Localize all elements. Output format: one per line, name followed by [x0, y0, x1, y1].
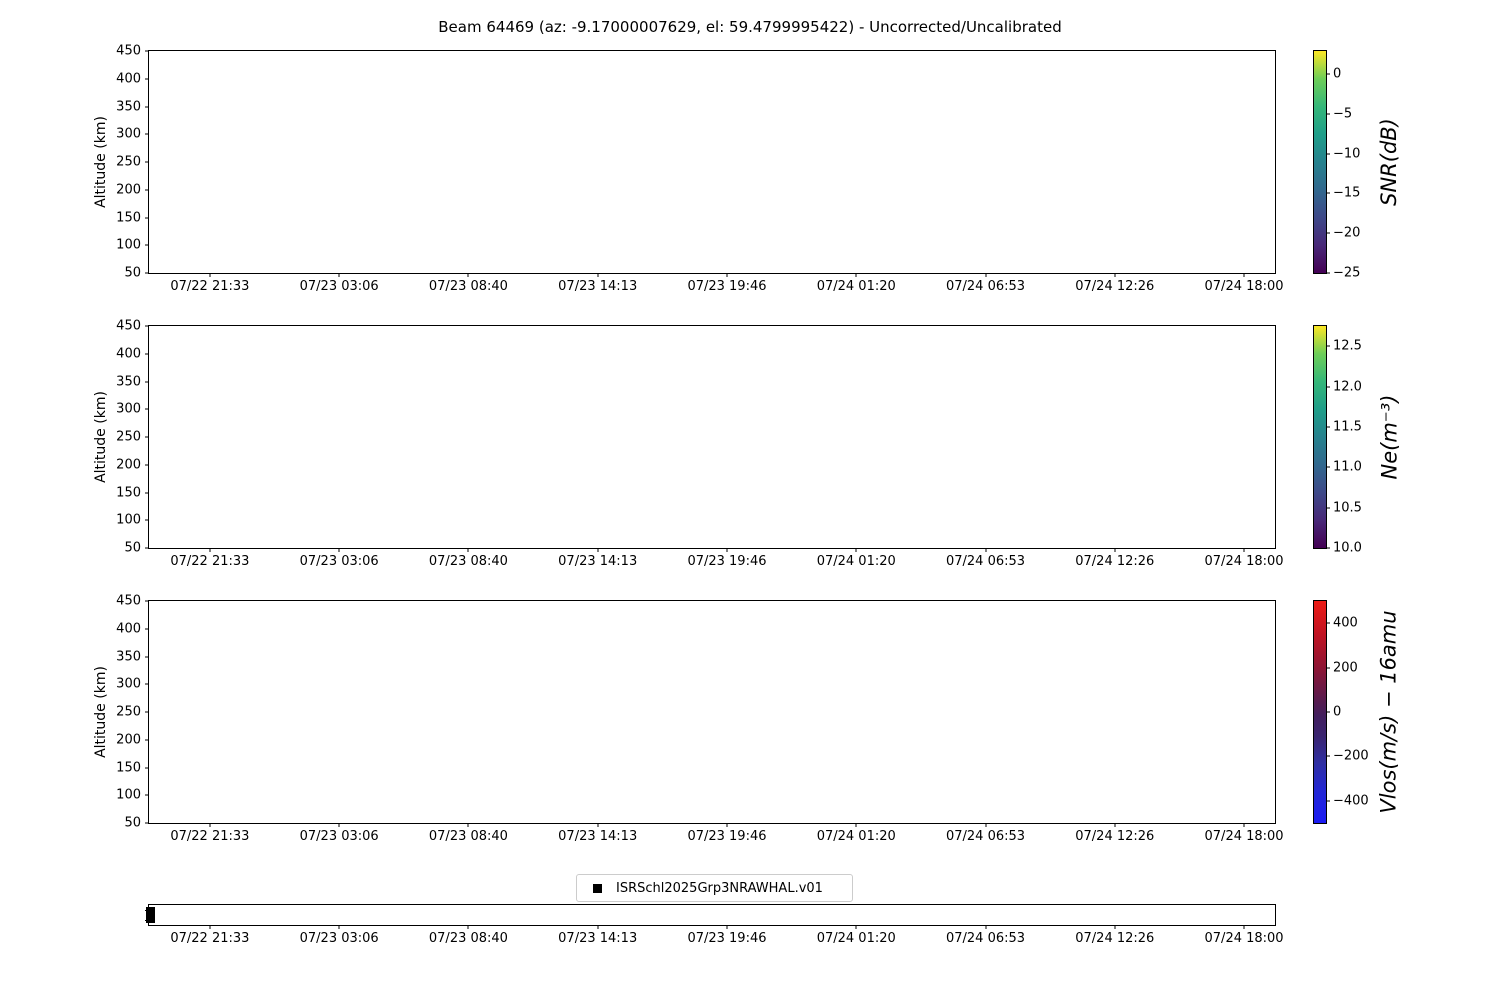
colorbar-tick-label: 12.5: [1333, 338, 1362, 354]
x-tick: [209, 273, 210, 277]
y-tick-label: 150: [116, 760, 141, 775]
snr-plot-area: [116, 43, 1284, 294]
x-tick: [597, 925, 598, 929]
colorbar-tick-label: 12.0: [1333, 379, 1362, 395]
y-tick-label: 200: [116, 182, 141, 198]
y-tick: [145, 712, 149, 713]
x-tick: [726, 273, 727, 277]
figure-title: Beam 64469 (az: -9.17000007629, el: 59.4799995422) - Uncorrected/Uncalibrated: [438, 18, 1062, 36]
x-tick-label: 07/24 12:26: [1075, 554, 1155, 569]
x-tick-label: 07/24 12:26: [1075, 829, 1155, 844]
y-tick: [145, 245, 149, 246]
y-tick-label: 150: [116, 485, 141, 500]
x-tick: [597, 273, 598, 277]
colorbar-tick: [1326, 426, 1330, 427]
x-tick-label: 07/24 01:20: [816, 279, 896, 294]
y-tick: [145, 520, 149, 521]
colorbar-tick-label: 400: [1333, 615, 1358, 631]
y-tick-label: 400: [116, 346, 141, 362]
colorbar-tick-label: 10.5: [1333, 500, 1362, 516]
colorbar-tick: [1326, 74, 1330, 75]
x-tick-label: 07/24 18:00: [1204, 279, 1284, 294]
y-tick-label: 250: [116, 154, 141, 170]
legend-label: ISRSchl2025Grp3NRAWHAL.v01: [616, 880, 823, 896]
colorbar-tick: [1326, 113, 1330, 114]
colorbar-tick-label: 11.5: [1333, 419, 1362, 435]
y-tick: [145, 273, 149, 274]
colorbar-tick-label: 0: [1333, 704, 1342, 720]
x-tick-label: 07/23 14:13: [558, 931, 638, 946]
x-tick-label: 07/23 03:06: [299, 829, 379, 844]
y-tick: [145, 189, 149, 190]
x-tick: [339, 823, 340, 827]
y-tick: [145, 795, 149, 796]
ne-plot-area: [116, 318, 1284, 569]
x-tick: [726, 823, 727, 827]
colorbar-tick-label: −15: [1333, 185, 1361, 201]
colorbar-tick: [1326, 800, 1330, 801]
y-tick: [145, 51, 149, 52]
y-tick: [145, 78, 149, 79]
y-tick-label: 400: [116, 71, 141, 87]
y-tick: [145, 409, 149, 410]
x-tick-label: 07/23 08:40: [428, 554, 508, 569]
y-tick: [145, 684, 149, 685]
x-tick: [597, 548, 598, 552]
y-tick: [145, 601, 149, 602]
x-tick: [1114, 548, 1115, 552]
y-tick: [145, 106, 149, 107]
y-tick-label: 300: [116, 401, 141, 417]
y-tick-label: 300: [116, 126, 141, 142]
x-tick: [985, 823, 986, 827]
x-tick-label: 07/22 21:33: [170, 554, 250, 569]
x-tick: [1244, 925, 1245, 929]
y-tick: [145, 739, 149, 740]
legend-square-marker-icon: [593, 884, 602, 893]
colorbar-tick: [1326, 273, 1330, 274]
y-tick-label: 200: [116, 732, 141, 748]
x-tick-label: 07/23 19:46: [687, 829, 767, 844]
y-tick-label: 450: [116, 43, 141, 59]
x-tick: [726, 548, 727, 552]
y-tick: [145, 217, 149, 218]
x-tick: [985, 925, 986, 929]
x-tick: [209, 548, 210, 552]
x-tick: [1244, 273, 1245, 277]
x-tick-label: 07/24 06:53: [945, 279, 1026, 294]
colorbar-tick: [1326, 712, 1330, 713]
legend: [576, 874, 853, 902]
colorbar-tick: [1326, 467, 1330, 468]
y-tick: [145, 823, 149, 824]
x-tick-label: 07/23 03:06: [299, 279, 379, 294]
colorbar-tick: [1326, 193, 1330, 194]
x-tick: [468, 548, 469, 552]
x-tick-label: 07/23 19:46: [687, 931, 767, 946]
x-tick-label: 07/23 14:13: [558, 554, 638, 569]
colorbar-tick: [1326, 548, 1330, 549]
x-tick-label: 07/24 12:26: [1075, 931, 1155, 946]
x-tick-label: 07/23 19:46: [687, 279, 767, 294]
y-tick-label: 100: [116, 512, 141, 528]
y-tick: [145, 767, 149, 768]
snr-colorbar: [1313, 50, 1361, 281]
colorbar-tick: [1326, 346, 1330, 347]
x-tick-label: 07/24 06:53: [945, 829, 1026, 844]
x-tick: [1244, 823, 1245, 827]
colorbar-tick: [1326, 756, 1330, 757]
colorbar-tick-label: 200: [1333, 660, 1358, 676]
y-tick: [145, 492, 149, 493]
rti-figure: Beam 64469 (az: -9.17000007629, el: 59.4799995422) - Uncorrected/Uncalibrated Altitude (km) Altitude (km) Altitude (km) 07/22 21:33 07/23 03:06 07/23 08:40 07/23 14:13 07/23 19:46 07/24 01:20 07/24 06:53 07/24 12:26 07/24 18:00 450 400 350 300 250 200 150 100 50 07/22 21:33 07/23 03:06 07/23 08:40 07/23 14:13 07/23 19:46 07/24 01:20 07/24 06:53 07/24 12:26 07/24 18:00 450 400 350 300 250 200 150 100 50 07/22 21:33 07/23 03:06 07/23 08:40 07/23 14:13 07/23 19:46 07/24 01:20 07/24 06:53 07/24 12:26 07/24 18:00 450 400 350 300 250 200 150 100 50 0 −5 −10 −15 −20 −25 12.5 12.0 11.5 11.0 10.5 10.0 400 200 0 −200 −400 SNR(dB) Ne(m⁻³) Vlos(m/s) − 16amu ISRSchl2025Grp3NRAWHAL.v01 07/22 21:33 07/23 03:06 07/23 08:40 07/23 14:13 07/23 19:46 07/24 01:20 07/24 06:53 07/24 12:26 07/24 18:00: [0, 0, 1500, 1000]
x-tick: [468, 823, 469, 827]
y-tick: [145, 326, 149, 327]
y-tick-label: 100: [116, 237, 141, 253]
x-tick-label: 07/24 01:20: [816, 829, 896, 844]
y-tick-label: 150: [116, 210, 141, 225]
x-tick-label: 07/24 18:00: [1204, 829, 1284, 844]
x-tick: [468, 273, 469, 277]
y-tick-label: 250: [116, 704, 141, 720]
y-tick: [145, 437, 149, 438]
colorbar-tick-label: 10.0: [1333, 540, 1362, 556]
x-tick-label: 07/24 01:20: [816, 554, 896, 569]
x-tick: [1114, 823, 1115, 827]
y-tick: [145, 464, 149, 465]
x-tick: [856, 548, 857, 552]
timeline-left-tick: [145, 910, 149, 911]
x-tick-label: 07/23 14:13: [558, 279, 638, 294]
y-tick-label: 350: [116, 374, 141, 389]
x-tick: [339, 548, 340, 552]
x-tick: [339, 925, 340, 929]
colorbar-tick: [1326, 233, 1330, 234]
colorbar-tick-label: −10: [1333, 146, 1361, 162]
colorbar-tick: [1326, 507, 1330, 508]
colorbar-tick-label: −20: [1333, 225, 1361, 241]
x-tick: [1244, 548, 1245, 552]
x-tick: [468, 925, 469, 929]
x-tick: [985, 548, 986, 552]
colorbar-tick-label: −400: [1333, 793, 1369, 809]
colorbar-tick: [1326, 667, 1330, 668]
x-tick: [1114, 273, 1115, 277]
y-tick-label: 350: [116, 649, 141, 664]
x-tick: [209, 823, 210, 827]
y-tick-label: 450: [116, 593, 141, 609]
x-tick-label: 07/24 18:00: [1204, 931, 1284, 946]
colorbar-tick-label: 11.0: [1333, 459, 1362, 475]
colorbar-tick: [1326, 623, 1330, 624]
y-tick-label: 100: [116, 787, 141, 803]
x-tick: [856, 925, 857, 929]
y-tick: [145, 381, 149, 382]
x-tick-label: 07/22 21:33: [170, 931, 250, 946]
x-tick-label: 07/23 08:40: [428, 931, 508, 946]
x-tick-label: 07/23 08:40: [428, 829, 508, 844]
y-tick-label: 250: [116, 429, 141, 445]
y-tick-label: 50: [124, 265, 141, 281]
timeline-bar: [148, 904, 1284, 946]
colorbar-tick: [1326, 386, 1330, 387]
x-tick: [209, 925, 210, 929]
y-tick-label: 400: [116, 621, 141, 637]
x-tick-label: 07/23 03:06: [299, 931, 379, 946]
y-tick: [145, 656, 149, 657]
y-tick: [145, 134, 149, 135]
y-tick-label: 200: [116, 457, 141, 473]
x-tick-label: 07/24 01:20: [816, 931, 896, 946]
timeline-left-tick: [145, 920, 149, 921]
vlos-plot-area: [116, 593, 1284, 844]
y-tick: [145, 162, 149, 163]
colorbar-tick: [1326, 153, 1330, 154]
colorbar-tick-label: −5: [1333, 106, 1353, 122]
x-tick-label: 07/24 06:53: [945, 931, 1026, 946]
x-tick: [597, 823, 598, 827]
x-tick: [856, 273, 857, 277]
ne-colorbar: [1313, 325, 1362, 556]
y-tick-label: 350: [116, 99, 141, 114]
y-tick: [145, 628, 149, 629]
colorbar-tick-label: 0: [1333, 66, 1342, 82]
y-tick-label: 450: [116, 318, 141, 334]
x-tick: [856, 823, 857, 827]
y-tick-label: 50: [124, 815, 141, 831]
x-tick-label: 07/22 21:33: [170, 279, 250, 294]
x-tick-label: 07/24 12:26: [1075, 279, 1155, 294]
x-tick-label: 07/23 19:46: [687, 554, 767, 569]
x-tick: [339, 273, 340, 277]
x-tick-label: 07/23 08:40: [428, 279, 508, 294]
x-tick: [985, 273, 986, 277]
x-tick-label: 07/23 14:13: [558, 829, 638, 844]
colorbar-tick-label: −25: [1333, 265, 1361, 281]
x-tick: [726, 925, 727, 929]
x-tick: [1114, 925, 1115, 929]
y-tick: [145, 353, 149, 354]
x-tick-label: 07/24 06:53: [945, 554, 1026, 569]
y-tick: [145, 548, 149, 549]
colorbar-tick-label: −200: [1333, 748, 1369, 764]
vlos-colorbar: [1313, 600, 1369, 824]
y-tick-label: 50: [124, 540, 141, 556]
x-tick-label: 07/24 18:00: [1204, 554, 1284, 569]
timeline-data-marker: [146, 907, 155, 923]
x-tick-label: 07/23 03:06: [299, 554, 379, 569]
x-tick-label: 07/22 21:33: [170, 829, 250, 844]
y-tick-label: 300: [116, 676, 141, 692]
